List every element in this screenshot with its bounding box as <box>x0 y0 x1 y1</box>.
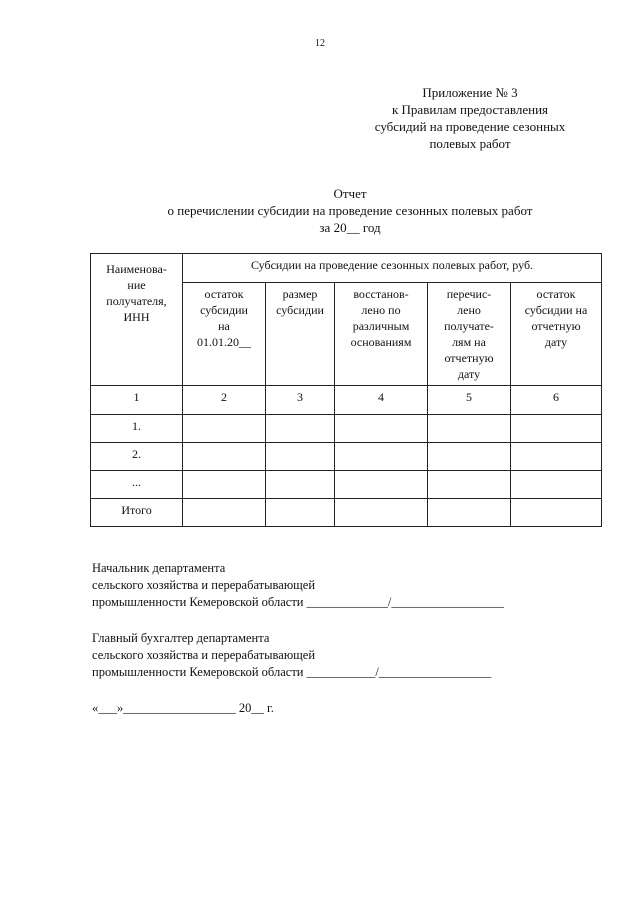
column-number: 3 <box>266 386 335 415</box>
table-cell <box>511 471 602 499</box>
signature-line: промышленности Кемеровской области _____________/__________________ <box>92 595 504 609</box>
table-cell <box>183 499 266 527</box>
signature-line: промышленности Кемеровской области ___________/__________________ <box>92 665 492 679</box>
table-row <box>91 443 602 471</box>
signature-line: Начальник департамента <box>92 561 226 575</box>
table-cell <box>511 443 602 471</box>
row-label: ... <box>91 471 183 499</box>
row-label: 2. <box>91 443 183 471</box>
appendix-header <box>340 84 600 152</box>
signature-line: сельского хозяйства и перерабатывающей <box>92 578 316 592</box>
appendix-line: полевых работ <box>429 136 511 151</box>
subsidy-amount-header: размер субсидии <box>266 283 335 386</box>
table-cell <box>266 415 335 443</box>
recipient-name-header: Наименова- ние получателя, ИНН <box>91 254 183 386</box>
column-number: 4 <box>335 386 428 415</box>
table-cell <box>428 471 511 499</box>
table-cell <box>183 415 266 443</box>
table-row <box>91 471 602 499</box>
signature-line: Главный бухгалтер департамента <box>92 631 270 645</box>
table-cell <box>511 499 602 527</box>
table-cell <box>335 499 428 527</box>
accountant-signature-block <box>92 630 622 681</box>
table-cell <box>335 471 428 499</box>
balance-start-header: остаток субсидии на 01.01.20__ <box>183 283 266 386</box>
column-number: 6 <box>511 386 602 415</box>
column-number: 2 <box>183 386 266 415</box>
report-table <box>90 253 602 527</box>
row-label: 1. <box>91 415 183 443</box>
table-header-row <box>91 254 602 283</box>
table-cell <box>335 415 428 443</box>
report-title-line: о перечислении субсидии на проведение сезонных полевых работ <box>167 203 533 218</box>
restored-header: восстанов- лено по различным основаниям <box>335 283 428 386</box>
table-cell <box>428 443 511 471</box>
table-cell <box>428 499 511 527</box>
appendix-line: к Правилам предоставления <box>391 102 549 117</box>
column-number: 1 <box>91 386 183 415</box>
table-cell <box>266 471 335 499</box>
appendix-line: Приложение № 3 <box>422 85 518 100</box>
column-numbers-row <box>91 386 602 415</box>
column-number: 5 <box>428 386 511 415</box>
table-cell <box>428 415 511 443</box>
appendix-line: субсидий на проведение сезонных <box>374 119 566 134</box>
page-number: 12 <box>315 38 325 49</box>
table-row <box>91 415 602 443</box>
table-cell <box>266 443 335 471</box>
signature-line: сельского хозяйства и перерабатывающей <box>92 648 316 662</box>
table-cell <box>183 471 266 499</box>
row-label: Итого <box>91 499 183 527</box>
transferred-header: перечис- лено получате- лям на отчетную дату <box>428 283 511 386</box>
subsidies-group-header: Субсидии на проведение сезонных полевых работ, руб. <box>183 254 602 283</box>
table-cell <box>511 415 602 443</box>
report-title-line: Отчет <box>333 186 367 201</box>
table-row-total <box>91 499 602 527</box>
report-title <box>0 185 640 236</box>
table-cell <box>335 443 428 471</box>
head-signature-block <box>92 560 622 611</box>
balance-end-header: остаток субсидии на отчетную дату <box>511 283 602 386</box>
date-line: «___»__________________ 20__ г. <box>92 701 274 715</box>
table-cell <box>183 443 266 471</box>
table-cell <box>266 499 335 527</box>
report-title-line: за 20__ год <box>319 220 381 235</box>
